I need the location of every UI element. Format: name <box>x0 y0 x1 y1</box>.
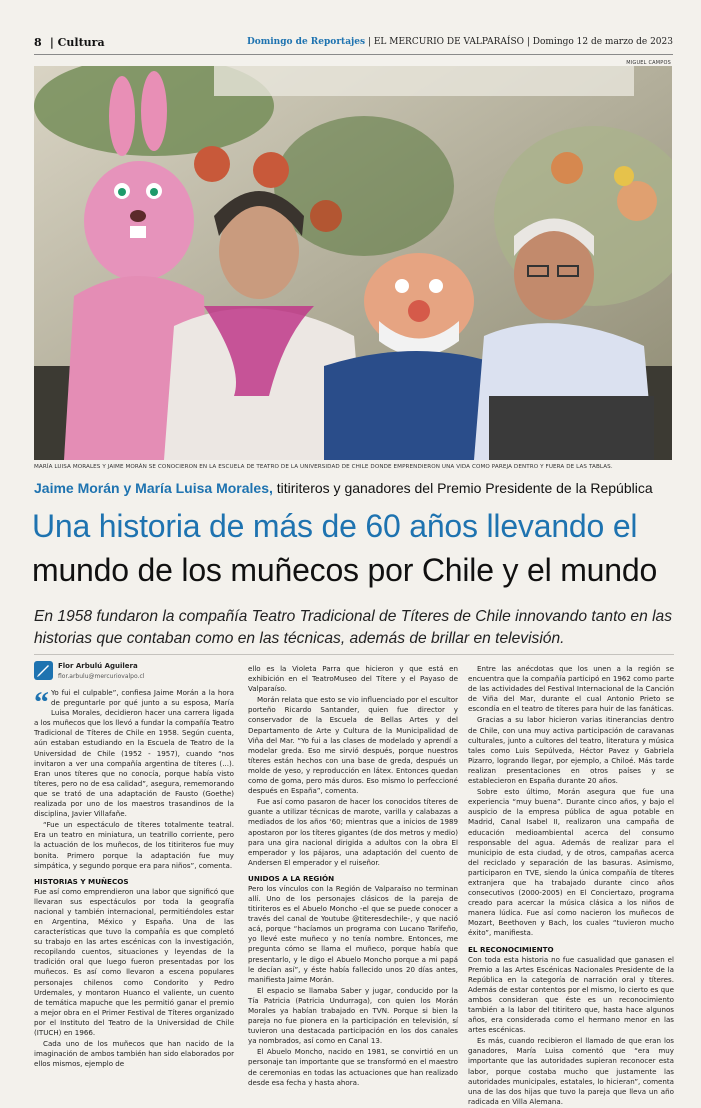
section-name: | Cultura <box>46 36 105 49</box>
subheading: UNIDOS A LA REGIÓN <box>248 873 335 883</box>
article-paragraph: Pero los vínculos con la Región de Valparaíso no terminan allí. Uno de los personajes clásicos de la pareja de titiriteros es el Abuelo Moncho -el que se puede conocer a través del canal de Youtube @titeresdechile-, y que nació acá, porque “hacíamos un programa con Lucano Tarifeño, yo llevé este muñeco y no tenía nombre. Entonces, me pregunta cómo se llama el muñeco, porque había que presentarlo, y le digo el Abuelo Moncho porque a mi papá le decían así”, y éste había fallecido unos 20 días antes, manifiesta Jaime Morán. <box>248 883 458 984</box>
article-paragraph: Fue así como emprendieron una labor que significó que llevaran sus espectáculos por toda la geografía nacional y también internacional, permitiéndoles estar en Argentina, México y España. Una de las características que tuvo la compañía es que completó su trabajo en las artes escénicas con la investigación, recopilando cuentos, situaciones y leyendas de la tradición oral que luego fueron presentadas por los muñecos. Es así como llevaron a escena populares personajes chilenos como Condorito y Pedro Urdemales, y montaron Huanco el valiente, un cuento de temática mapuche que les permitió ganar el premio a mejor obra en el Primer Festival de Títeres organizado por el Instituto del Teatro de la Universidad de Chile (ITUCH) en 1966. <box>34 886 234 1037</box>
issue-date: Domingo 12 de marzo de 2023 <box>532 37 673 47</box>
article-paragraph: El espacio se llamaba Saber y jugar, conducido por la Tía Patricia (Patricia Undurraga), con quien los Morán Morales ya habían trabajado en TVN. Porque si bien la pareja no fue pionera en la participación en televisión, sí tuvieron una destacada participación en los dos canales ya nombrados, así como en Canal 13. <box>248 985 458 1046</box>
header-info: Domingo de Reportajes | EL MERCURIO DE VALPARAÍSO | Domingo 12 de marzo de 2023 <box>246 37 673 47</box>
kicker-rest: titiriteros y ganadores del Premio Presidente de la República <box>272 480 653 496</box>
supplement-name: Domingo de Reportajes <box>246 37 366 47</box>
subheading: HISTORIAS Y MUÑECOS <box>34 876 129 886</box>
section-label: Cultura <box>57 36 105 49</box>
author-name: Flor Arbulú Aguilera <box>58 662 138 670</box>
lead-paragraph: En 1958 fundaron la compañía Teatro Tradicional de Títeres de Chile innovando tanto en las historias que contaban como en las técnicas, además de brillar en televisión. <box>34 608 673 647</box>
article-paragraph <box>34 688 234 819</box>
article-paragraph: Cada uno de los muñecos que han nacido de la imaginación de ambos también han sido elaborados por ellos mismos, ejemplo de <box>34 1039 235 1069</box>
page-number: 8 <box>34 36 42 49</box>
article-paragraph: Es más, cuando recibieron el llamado de que eran los ganadores, María Luisa comentó que “era muy importante que las autoridades supieran reconocer esta labor, porque costaba mucho que justamente las autoridades municipales, estatales, lo hicieran”, comenta una de las dos hijas que tuvo la pareja que lleva un año radicada en Villa Alemana. <box>468 1036 674 1106</box>
kicker <box>34 480 674 496</box>
article-paragraph: Entre las anécdotas que los unen a la región se encuentra que la compañía participó en 1962 como parte de las actividades del Festival Internacional de la Canción de Viña del Mar, durante el cual Antonio Prieto se escondía en el teatro de títeres para huir de las fanáticas. <box>468 664 674 714</box>
subheading: EL RECONOCIMIENTO <box>468 944 554 954</box>
photo-credit: MIGUEL CAMPOS <box>626 60 671 66</box>
main-photo <box>34 66 672 460</box>
photo-caption: MARÍA LUISA MORALES Y JAIME MORÁN SE CONOCIERON EN LA ESCUELA DE TEATRO DE LA UNIVERSIDAD DE CHILE DONDE EMPRENDIERON UNA VIDA COMO PAREJA DENTRO Y FUERA DE LAS TABLAS. <box>34 464 613 470</box>
article-column-3 <box>468 664 674 1108</box>
headline-line-2: mundo de los muñecos por Chile y el mundo <box>32 552 658 588</box>
page-header <box>34 36 673 55</box>
headline-line-1: Una historia de más de 60 años llevando el <box>32 508 638 544</box>
article-paragraph: ello es la Violeta Parra que hicieron y que está en exhibición en el TeatroMuseo del Títere y el Payaso de Valparaíso. <box>248 664 458 694</box>
divider <box>34 654 674 655</box>
article-paragraph: “Fue un espectáculo de títeres totalmente teatral. Era un teatro en miniatura, un teatrillo corriente, pero la actuación de los muñecos, de los titiriteros fue muy bonita. Primero porque la adaptación fue muy simpática, y segundo porque era para niños”, comenta. <box>34 820 234 870</box>
kicker-names: Jaime Morán y María Luisa Morales, <box>34 480 273 496</box>
paragraph-text: Yo fui el culpable”, confiesa Jaime Morán a la hora de preguntarle por qué junto a su esposa, María Luisa Morales, decidieron hacer una carrera ligada a los muñecos que los llevó a fundar la compañía Teatro Tradicional de Títeres de Chile en 1958. Según cuenta, aún estaban estudiando en la Escuela de Teatro de la Universidad de Chile (1952 - 1957), cuando “nos invitaron a ver una compañía argentina de títeres (...). Eran unos títeres que no conocía, porque había visto títeres, pero no de esa calidad”, asegura, rememorando que se trató de una adaptación de Fausto (Goethe) realizada por uno de los maestros trasandinos de la disciplina, Javier Villafañe. <box>34 688 234 819</box>
article-paragraph: Sobre esto último, Morán asegura que fue una experiencia “muy buena”. Durante cinco años, y bajo el auspicio de la empresa pública de agua potable en Madrid, Canal Isabel II, realizaron una campaña de educación medioambiental acerca del consumo responsable del agua. Además de realizar para el municipio de esta ciudad, y de otros, campañas acerca del reciclado y separación de las basuras. Asimismo, participaron en TVE, siendo la única compañía de títeres extranjera que ha trabajado durante cinco años consecutivos (2000-2005) en El Conciertazo, programa creado para acercar la música clásica a los niños de manera lúdica. Fue así como nacieron los muñecos de Mozart, Beethoven y Bach, los cuales “tuvieron mucho éxito”, manifiesta. <box>468 787 674 938</box>
article-paragraph: El Abuelo Moncho, nacido en 1981, se convirtió en un personaje tan importante que se transformó en el maestro de ceremonias en todas las actuaciones que han realizado desde esa fecha y hasta ahora. <box>248 1047 458 1087</box>
article-paragraph: Con toda esta historia no fue casualidad que ganasen el Premio a las Artes Escénicas Nacionales Presidente de la República en la categoría de narración oral y títeres. Además de estar contentos por el mismo, lo cierto es que ambos consideran que éste es un reconocimiento también a la labor del titiritero que, hasta hace algunos años, era considerada como el hermano menor en las artes escénicas. <box>468 954 674 1035</box>
article-column-1 <box>34 688 234 1070</box>
article-paragraph: Fue así como pasaron de hacer los conocidos títeres de guante a utilizar técnicas de marote, varilla y calabazas a mediados de los años ‘60; mientras que a inicios de 1989 apostaron por los títeres gigantes (de dos metros y medio) para una gira nacional dirigida a adultos con la obra El emperador y los pájaros, una adaptación del cuento de Andersen El emperador y el ruiseñor. <box>248 797 458 867</box>
newspaper-name: EL MERCURIO DE VALPARAÍSO <box>373 37 524 47</box>
author-email[interactable]: flor.arbulu@mercuriovalpo.cl <box>58 673 145 680</box>
photo-illustration <box>34 66 672 460</box>
article-paragraph: Morán relata que esto se vio influenciado por el escultor porteño Ricardo Santander, quien fue director y conservador de la Escuela de Bellas Artes y del Departamento de Arte y Cultura de la Municipalidad de Viña del Mar. “Yo fui a las clases de modelado y aprendí a modelar greda. Eso me sirvió después, porque nuestros títeres están hechos con una base de greda, después un molde de yeso, y reproducción en látex. Entonces quedan como de goma, pero más duros. Eso mismo lo perfeccioné después en España”, comenta. <box>248 695 458 796</box>
article-paragraph: Gracias a su labor hicieron varias itinerancias dentro de Chile, con una muy activa participación de caravanas culturales, junto a cultores del teatro, literatura y música tales como Luis Sepúlveda, Héctor Pavez y Gabriela Pizarro, logrando llegar, por ejemplo, a Chiloé. Más tarde realizan presentaciones en otros países y se establecieron en España durante 20 años. <box>468 715 674 786</box>
article-column-2 <box>248 664 458 1089</box>
open-quote-icon: “ <box>34 686 49 719</box>
byline-logo-icon <box>34 661 53 680</box>
